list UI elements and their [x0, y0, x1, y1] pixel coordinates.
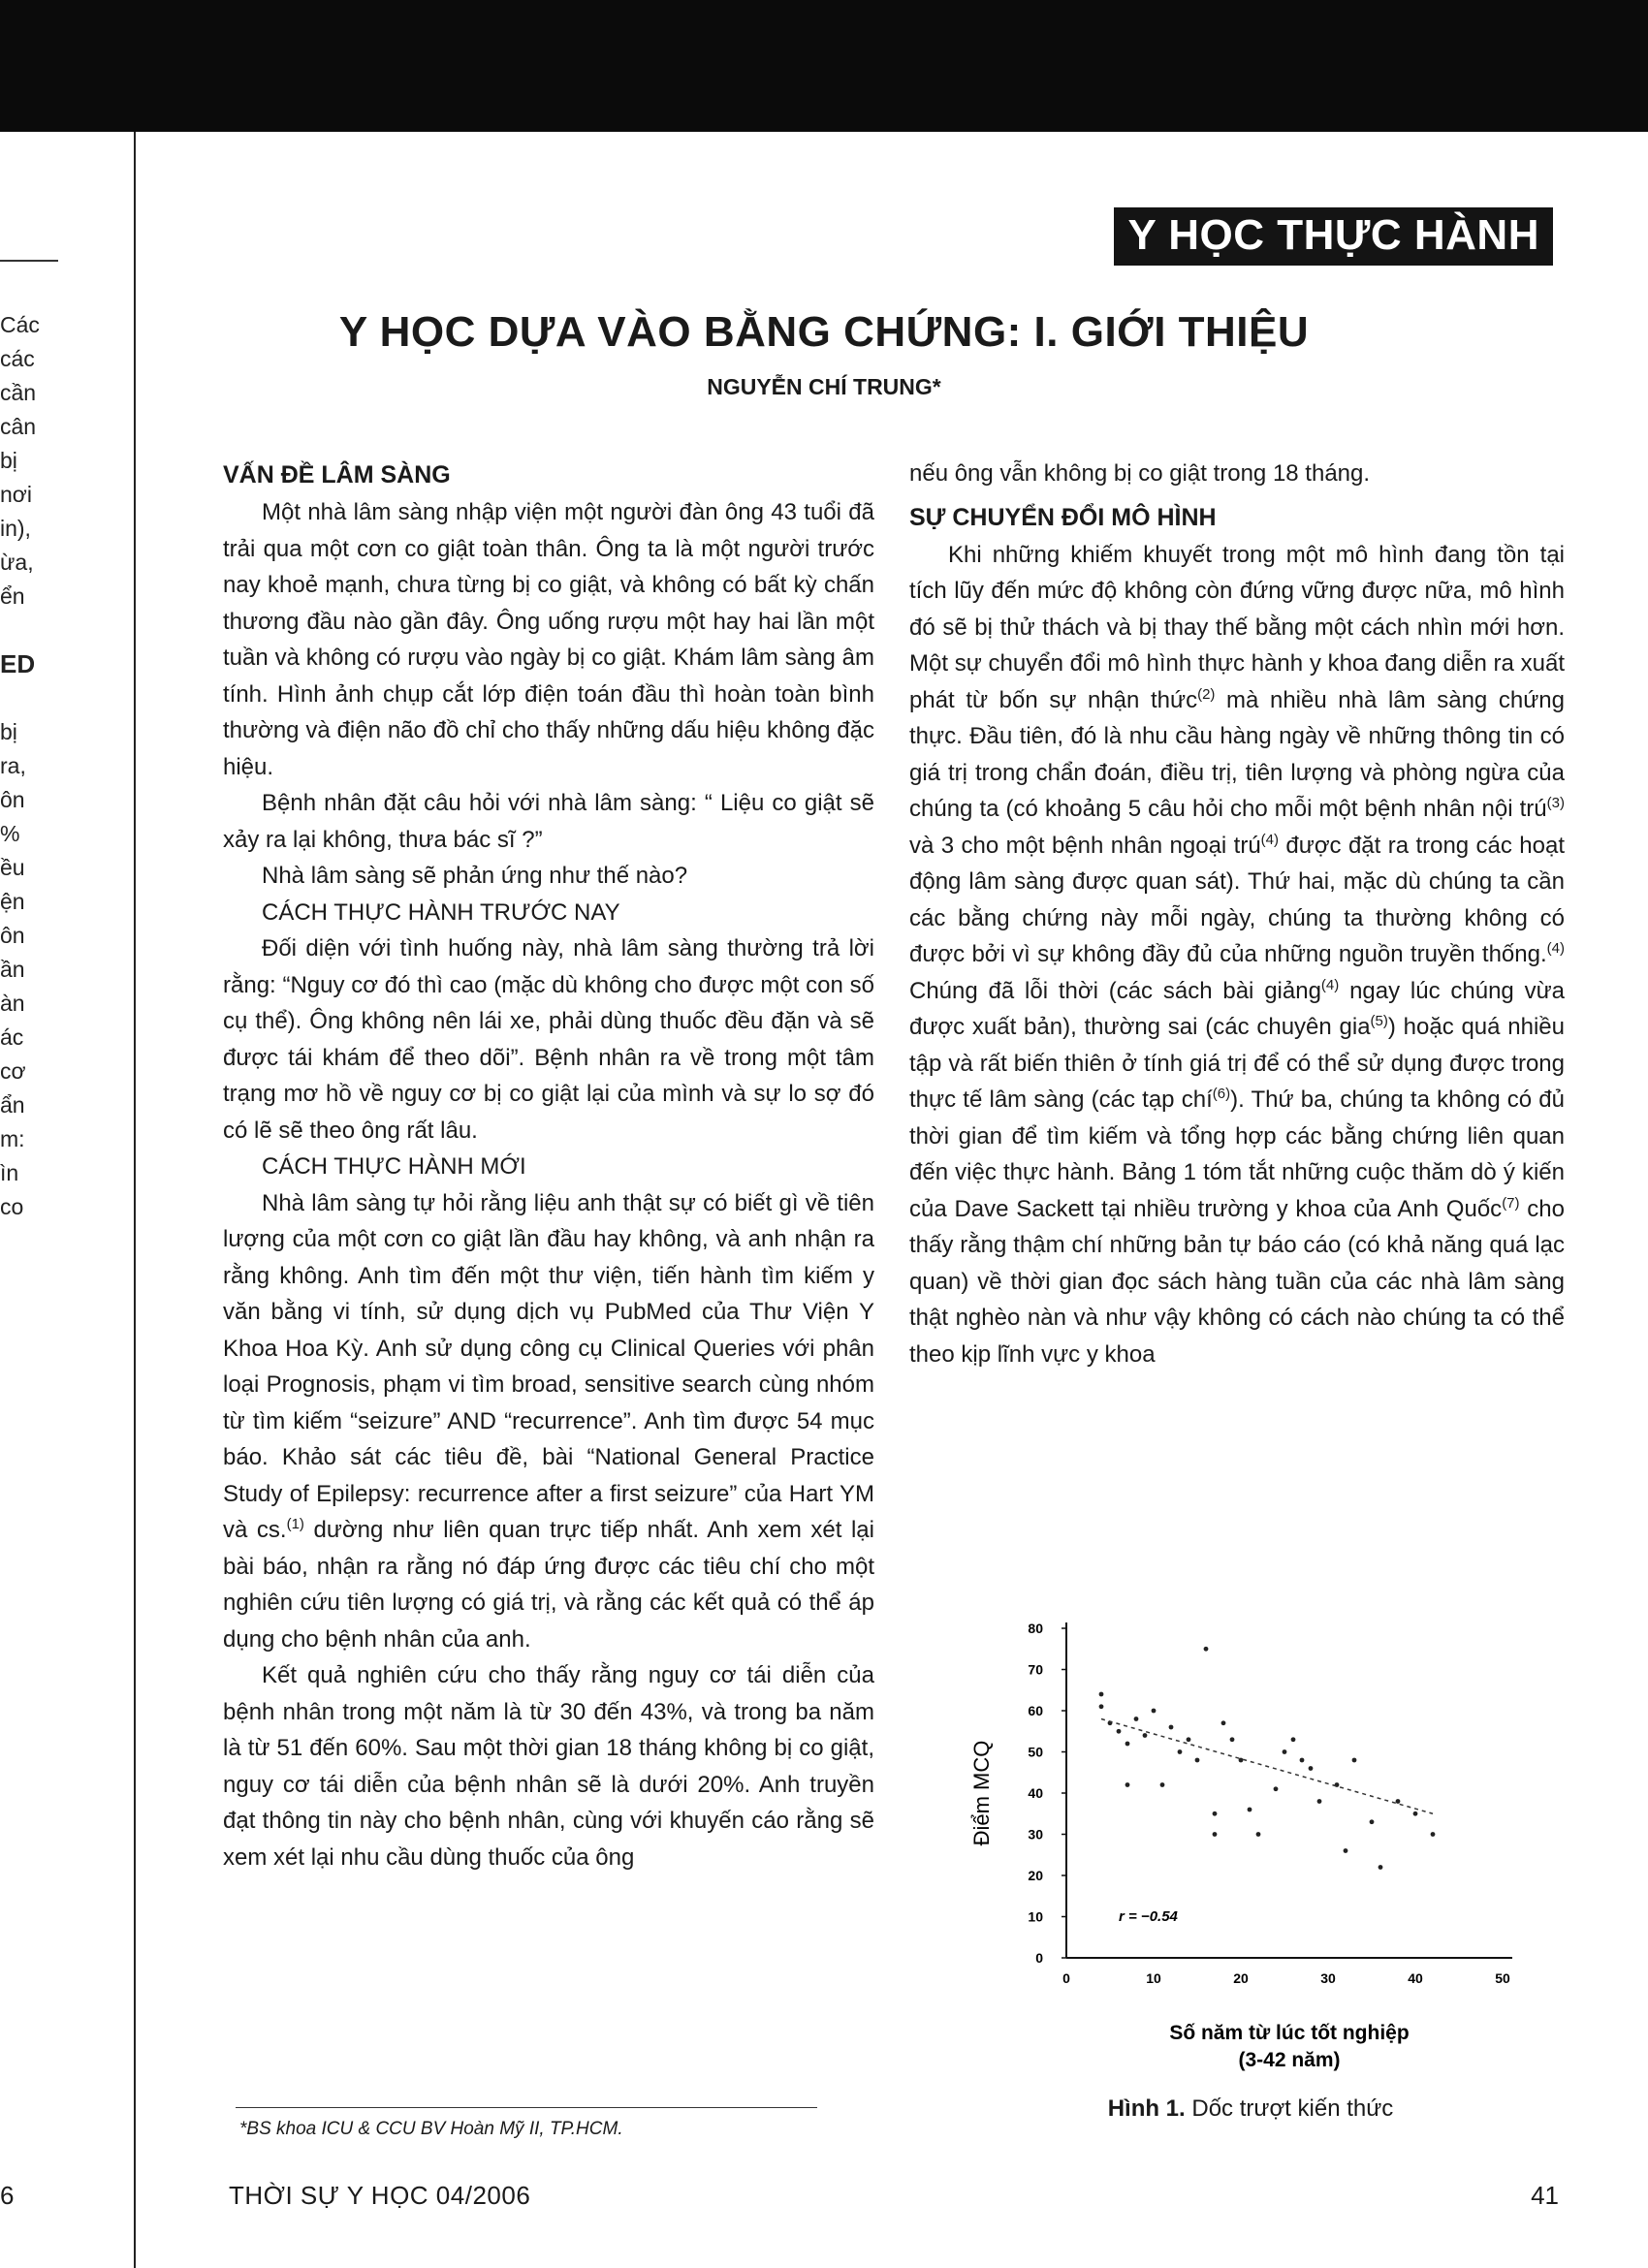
fragment-text: ần [0, 957, 25, 982]
fragment-text: ừa, [0, 550, 34, 575]
y-tick-label: 40 [1028, 1785, 1043, 1801]
fragment-text: co [0, 1194, 24, 1219]
data-point [1160, 1782, 1165, 1787]
fragment-text: ều [0, 855, 25, 880]
data-point [1213, 1832, 1218, 1837]
data-point [1178, 1749, 1183, 1754]
heading-clinical-problem: VẤN ĐỀ LÂM SÀNG [223, 461, 451, 488]
y-tick-label: 10 [1028, 1908, 1043, 1925]
text-run: mà nhiều nhà lâm sàng chứng thực. Đầu tiên, đó là nhu cầu hàng ngày về những thông tin có giá trị trong chẩn đoán, điều trị, tiên lượng và phòng ngừa của chúng ta (có khoảng 5 câu hỏi cho mỗi một bệnh nhân nội trú [909, 686, 1566, 822]
citation: (4) [1320, 976, 1340, 993]
data-point [1187, 1737, 1191, 1742]
x-tick-label: 40 [1408, 1970, 1423, 1986]
text-run: Khi những khiếm khuyết trong một mô hình đang tồn tại tích lũy đến mức độ không còn đứng vững được nữa, mô hình đó sẽ bị thử thách và bị thay thế bằng một cách nhìn mới hơn. Một sự chuyển đổi mô hình thực hành y khoa đang diễn ra xuất phát từ bốn sự nhận thức [909, 541, 1565, 713]
citation: (2) [1197, 685, 1216, 703]
adjacent-page-number: 6 [0, 2181, 15, 2210]
data-point [1204, 1647, 1209, 1652]
data-point [1230, 1737, 1235, 1742]
adjacent-page-rule [0, 260, 58, 262]
fragment-text: cơ [0, 1058, 26, 1084]
text-run: và 3 cho một bệnh nhân ngoại trú [909, 832, 1261, 859]
fragment-text: ển [0, 583, 25, 609]
fragment-text: % [0, 821, 20, 846]
paragraph-response: Nhà lâm sàng sẽ phản ứng như thế nào? [262, 863, 688, 889]
fragment-text: cân [0, 414, 37, 439]
x-axis-sublabel: (3-42 năm) [1238, 2049, 1341, 2071]
fragment-text: m: [0, 1126, 25, 1151]
x-tick-label: 20 [1233, 1970, 1249, 1986]
adjacent-page-fragments [0, 308, 58, 1224]
subheading-new-practice: CÁCH THỰC HÀNH MỚI [262, 1153, 526, 1180]
data-point [1221, 1720, 1226, 1725]
scatter-chart [960, 1609, 1541, 2094]
data-point [1248, 1808, 1252, 1812]
y-tick-label: 80 [1028, 1621, 1043, 1636]
fragment-text: ẩn [0, 1092, 25, 1118]
text-run: dường như liên quan trực tiếp nhất. Anh xem xét lại bài báo, nhận ra rằng nó đáp ứng được các tiêu chí cho một nghiên cứu tiên lượng có giá trị, và rằng các kết quả có thể áp dụng cho bệnh nhân của anh. [223, 1517, 874, 1653]
data-point [1169, 1725, 1174, 1730]
journal-footer: THỜI SỰ Y HỌC 04/2006 [229, 2181, 531, 2210]
fragment-text: ìn [0, 1160, 19, 1185]
paragraph-old-practice: Đối diện với tình huống này, nhà lâm sàng thường trả lời rằng: “Nguy cơ đó thì cao (mặc dù không cho được một con số cụ thể). Ông không nên lái xe, phải dùng thuốc đều đặn và sẽ được tái khám để theo dõi”. Bệnh nhân ra về trong một tâm trạng mơ hồ về nguy cơ bị co giật lại của mình và sự lo sợ đó có lẽ sẽ theo ông rất lâu. [223, 935, 874, 1144]
section-tag: Y HỌC THỰC HÀNH [1114, 207, 1553, 266]
correlation-annotation: r = −0.54 [1119, 1907, 1178, 1925]
footnote-rule [236, 2107, 817, 2108]
x-tick-label: 30 [1320, 1970, 1336, 1986]
y-tick-label: 60 [1028, 1703, 1043, 1718]
x-tick-label: 10 [1146, 1970, 1161, 1986]
fragment-text [0, 681, 58, 715]
data-point [1431, 1832, 1436, 1837]
fragment-text: ra, [0, 753, 26, 778]
data-point [1099, 1704, 1104, 1709]
figure-knowledge-slope [960, 1609, 1541, 2132]
right-column [909, 456, 1565, 1372]
text-run: ngay lúc chúng vừa được xuất bản), thường sai (các chuyên gia [909, 977, 1565, 1040]
paragraph-new-practice [223, 1185, 874, 1658]
fragment-text: ôn [0, 923, 25, 948]
data-point [1317, 1799, 1322, 1804]
fragment-text: Các [0, 312, 40, 337]
fragment-text: in), [0, 516, 31, 541]
data-point [1213, 1811, 1218, 1816]
fragment-text: ác [0, 1024, 24, 1050]
data-point [1152, 1709, 1157, 1714]
y-tick-label: 70 [1028, 1661, 1043, 1678]
data-point [1413, 1811, 1418, 1816]
page-gutter-rule [134, 132, 136, 2268]
figure-caption [960, 2095, 1541, 2123]
trend-line [1101, 1719, 1433, 1814]
citation: (6) [1212, 1086, 1231, 1102]
y-tick-label: 20 [1028, 1868, 1043, 1883]
heading-paradigm-shift: SỰ CHUYỂN ĐỔI MÔ HÌNH [909, 503, 1217, 531]
paragraph-question: Bệnh nhân đặt câu hỏi với nhà lâm sàng: “ Liệu co giật sẽ xảy ra lại không, thưa bác sĩ ?” [223, 790, 874, 853]
text-run: ) hoặc quá nhiều tập và rất biến thiên ở tính giá trị để có thể sử dụng được trong thực tế lâm sàng (các tạp chí [909, 1014, 1565, 1113]
top-black-band [0, 0, 1648, 132]
data-point [1370, 1819, 1375, 1824]
y-tick-label: 0 [1035, 1950, 1043, 1966]
fragment-text: ôn [0, 787, 25, 812]
figure-label: Hình 1. [1107, 2095, 1186, 2122]
paragraph-results: Kết quả nghiên cứu cho thấy rằng nguy cơ tái diễn của bệnh nhân trong một năm là từ 30 đến 43%, và trong ba năm là từ 51 đến 60%. Sau một thời gian 18 tháng không bị co giật, nguy cơ tái diễn của bệnh nhân sẽ là dưới 20%. Anh truyền đạt thông tin này cho bệnh nhân, cùng với khuyến cáo rằng sẽ xem xét lại nhu cầu dùng thuốc của ông [223, 1662, 874, 1871]
data-point [1309, 1766, 1314, 1771]
article-title: Y HỌC DỰA VÀO BẰNG CHỨNG: I. GIỚI THIỆU [338, 308, 1310, 356]
text-run: Nhà lâm sàng tự hỏi rằng liệu anh thật sự có biết gì về tiên lượng của một cơn co giật lần đầu hay không, và anh nhận ra rằng không. Anh tìm đến một thư viện, tiến hành tìm kiếm y văn bằng vi tính, sử dụng dịch vụ PubMed của Thư Viện Y Khoa Hoa Kỳ. Anh sử dụng công cụ Clinical Queries với phân loại Prognosis, phạm vi tìm broad, sensitive search cùng nhóm từ tìm kiếm “seizure” AND “recurrence”. Anh tìm được 54 mục báo. Khảo sát các tiêu đề, bài “National General Practice Study of Epilepsy: recurrence after a first seizure” của Hart YM và cs. [223, 1189, 874, 1543]
data-point [1195, 1758, 1200, 1763]
fragment-text: các [0, 346, 35, 371]
data-point [1396, 1799, 1401, 1804]
data-point [1125, 1742, 1130, 1747]
x-tick-label: 50 [1495, 1970, 1510, 1986]
y-tick-label: 30 [1028, 1826, 1043, 1843]
y-axis-label: Điểm MCQ [969, 1740, 994, 1846]
data-point [1283, 1749, 1287, 1754]
paragraph-continued: nếu ông vẫn không bị co giật trong 18 tháng. [909, 460, 1371, 487]
data-point [1274, 1786, 1279, 1791]
citation: (5) [1370, 1013, 1388, 1029]
text-run: Chúng đã lỗi thời (các sách bài giảng [909, 977, 1321, 1004]
data-point [1379, 1865, 1383, 1870]
x-tick-label: 0 [1062, 1970, 1070, 1986]
citation: (7) [1502, 1194, 1520, 1212]
figure-caption-text: Dốc trượt kiến thức [1185, 2095, 1394, 2122]
data-point [1143, 1733, 1148, 1738]
data-point [1344, 1848, 1348, 1853]
x-axis-label: Số năm từ lúc tốt nghiệp [1169, 2022, 1410, 2044]
data-point [1256, 1832, 1261, 1837]
y-tick-label: 50 [1028, 1744, 1043, 1760]
page-number: 41 [1531, 2181, 1559, 2210]
data-point [1300, 1758, 1305, 1763]
data-point [1291, 1737, 1296, 1742]
fragment-text: bị [0, 719, 17, 744]
fragment-text: bị [0, 448, 17, 473]
citation: (3) [1546, 795, 1565, 811]
paragraph-paradigm [909, 537, 1565, 1373]
fragment-text: àn [0, 991, 25, 1016]
text-run: ). Thứ ba, chúng ta không có đủ thời gian để tìm kiếm và tổng hợp các bằng chứng liên quan đến việc thực hành. Bảng 1 tóm tắt những cuộc thăm dò ý kiến của Dave Sackett tại nhiều trường y khoa của Anh Quốc [909, 1087, 1565, 1222]
text-run: được đặt ra trong các hoạt động lâm sàng được quan sát). Thứ hai, mặc dù chúng ta cần các bằng chứng này mỗi ngày, chúng ta thường không có được bởi vì sự không đầy đủ của những nguồn truyền thống. [909, 832, 1565, 967]
article-author: NGUYỄN CHÍ TRUNG* [707, 374, 941, 399]
data-point [1125, 1782, 1130, 1787]
fragment-text: nơi [0, 482, 32, 507]
fragment-text: ED [0, 649, 36, 678]
author-footnote: *BS khoa ICU & CCU BV Hoàn Mỹ II, TP.HCM. [239, 2119, 623, 2139]
data-point [1134, 1717, 1139, 1721]
text-run: cho thấy rằng thậm chí những bản tự báo cáo (có khả năng quá lạc quan) về thời gian đọc sách hàng tuần của các nhà lâm sàng thật nghèo nàn và như vậy không có cách nào chúng ta có thể theo kịp lĩnh vực y khoa [909, 1195, 1565, 1368]
subheading-old-practice: CÁCH THỰC HÀNH TRƯỚC NAY [262, 898, 620, 926]
fragment-text [0, 614, 58, 647]
citation: (1) [286, 1516, 304, 1532]
data-point [1099, 1692, 1104, 1697]
fragment-text: cần [0, 380, 37, 405]
left-column [223, 456, 874, 1875]
data-point [1352, 1758, 1357, 1763]
citation: (4) [1546, 940, 1565, 957]
fragment-text: ện [0, 889, 25, 914]
citation: (4) [1260, 831, 1280, 848]
data-point [1239, 1758, 1244, 1763]
data-point [1117, 1729, 1122, 1734]
paragraph-case: Một nhà lâm sàng nhập viện một người đàn ông 43 tuổi đã trải qua một cơn co giật toàn thân. Ông ta là một người trước nay khoẻ mạnh, chưa từng bị co giật, và không có bất kỳ chấn thương đầu nào gần đây. Ông uống rượu một hay hai lần một tuần và không có rượu vào ngày bị co giật. Khám lâm sàng âm tính. Hình ảnh chụp cắt lớp điện toán đầu thì hoàn toàn bình thường và điện não đồ chỉ cho thấy những dấu hiệu không đặc hiệu. [223, 499, 874, 780]
